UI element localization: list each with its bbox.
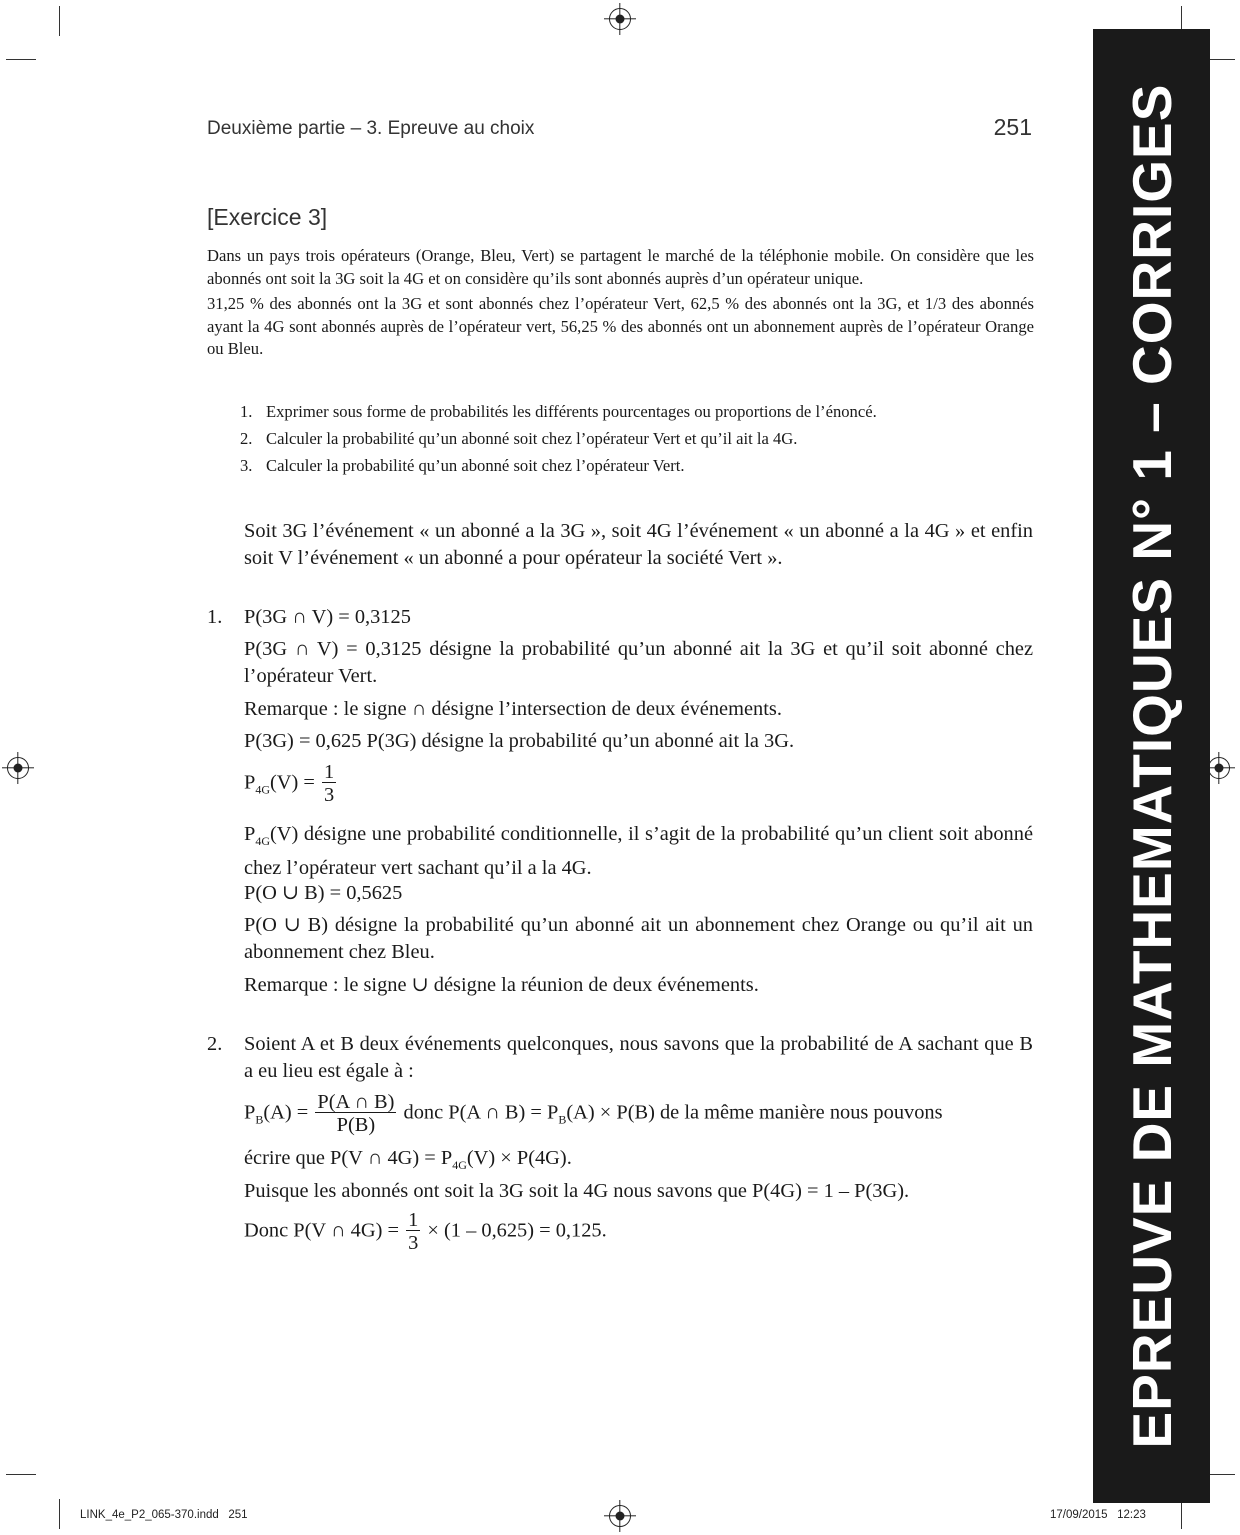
sidebar-title: EPREUVE DE MATHEMATIQUES N° 1 – CORRIGES — [1120, 83, 1183, 1449]
exercise-title: [Exercice 3] — [207, 204, 328, 230]
solution-number: 2. — [207, 1033, 223, 1055]
list-item: 3. Calculer la probabilité qu’un abonné soit chez l’opérateur Vert. — [240, 456, 685, 475]
solution-remark: Remarque : le signe ∩ désigne l’intersection de deux événements. — [244, 698, 782, 720]
running-title: Deuxième partie – 3. Epreuve au choix — [207, 118, 535, 139]
crop-mark — [59, 6, 60, 36]
list-item: 2. Calculer la probabilité qu’un abonné soit chez l’opérateur Vert et qu’il ait la 4G. — [240, 429, 798, 448]
solution-remark: Remarque : le signe ∪ désigne la réunion de deux événements. — [244, 974, 759, 996]
exercise-statement — [207, 245, 1034, 364]
question-list — [240, 398, 1040, 479]
footer-file: LINK_4e_P2_065-370.indd 251 — [80, 1509, 248, 1521]
formula-result: Donc P(V ∩ 4G) = $\frac{1}{3}$ × (1 – 0,625) = 0,125. — [244, 1209, 607, 1255]
registration-mark-icon — [1208, 757, 1230, 779]
solution-intro: Soit 3G l’événement « un abonné a la 3G », soit 4G l’événement « un abonné a la 4G » et enfin soit V l’événement « un abonné a pour opérateur la société Vert ». — [244, 520, 1033, 569]
formula-p4g: $P_{4G}(V)$ = $\frac{1}{3}$ — [244, 761, 335, 807]
registration-mark-icon — [609, 8, 631, 30]
solution-line: $P_{4G}(V)$ désigne une probabilité conditionnelle, il s’agit de la probabilité qu’un client soit abonné chez l’opérateur vert sachant qu’il a la 4G. — [244, 823, 1033, 879]
crop-mark — [1181, 1499, 1182, 1529]
list-item: 1. Exprimer sous forme de probabilités les différents pourcentages ou proportions de l’énoncé. — [240, 402, 877, 421]
solution-line: P(O ∪ B) = 0,5625 — [244, 882, 403, 904]
footer-date: 17/09/2015 12:23 — [1050, 1509, 1146, 1521]
registration-mark-icon — [609, 1505, 631, 1527]
page-number: 251 — [993, 114, 1032, 140]
solution-line: P(3G ∩ V) = 0,3125 — [244, 606, 411, 628]
solution-line: Puisque les abonnés ont soit la 3G soit la 4G nous savons que P(4G) = 1 – P(3G). — [244, 1180, 910, 1202]
fraction: $\frac{P(A \cap B)}{P(B)}$ — [317, 1091, 395, 1137]
statement-paragraph: 31,25 % des abonnés ont la 3G et sont abonnés chez l’opérateur Vert, 62,5 % des abonnés ont la 3G, et 1/3 des abonnés ayant la 4G sont abonnés auprès de l’opérateur vert, 56,25 % des abonnés ont un abonnement auprès de l’opérateur Orange ou Bleu. — [207, 294, 1034, 358]
solution-number: 1. — [207, 606, 223, 628]
registration-mark-icon — [7, 757, 29, 779]
crop-mark — [6, 1474, 36, 1475]
chapter-sidebar — [1093, 29, 1210, 1503]
solution-line: P(3G) = 0,625 P(3G) désigne la probabilité qu’un abonné ait la 3G. — [244, 730, 795, 752]
solution-line: écrire que P(V ∩ $4G) = P_{4G}(V) \times P(4G)$. — [244, 1147, 572, 1172]
solution-line: P(3G ∩ V) = 0,3125 désigne la probabilité qu’un abonné ait la 3G et qu’il soit abonné chez l’opérateur Vert. — [244, 638, 1033, 687]
solution-line: P(O ∪ B) désigne la probabilité qu’un abonné ait un abonnement chez Orange ou qu’il ait un abonnement chez Bleu. — [244, 914, 1033, 963]
crop-mark — [6, 59, 36, 60]
fraction: $\frac{1}{3}$ — [324, 761, 335, 807]
fraction: $\frac{1}{3}$ — [408, 1209, 419, 1255]
statement-paragraph: Dans un pays trois opérateurs (Orange, Bleu, Vert) se partagent le marché de la téléphonie mobile. On considère que les abonnés ont soit la 3G soit la 4G et on considère qu’ils sont abonnés auprès d’un opérateur unique. — [207, 246, 1034, 288]
crop-mark — [59, 1499, 60, 1529]
solution-line: Soient A et B deux événements quelconques, nous savons que la probabilité de A sachant que B a eu lieu est égale à : — [244, 1033, 1033, 1082]
formula-conditional: $P_B(A)$ = $\frac{P(A \cap B)}{P(B)}$ donc P(A ∩ $B) = P_B(A) \times P(B)$ de la même manière nous pouvons — [244, 1091, 943, 1137]
